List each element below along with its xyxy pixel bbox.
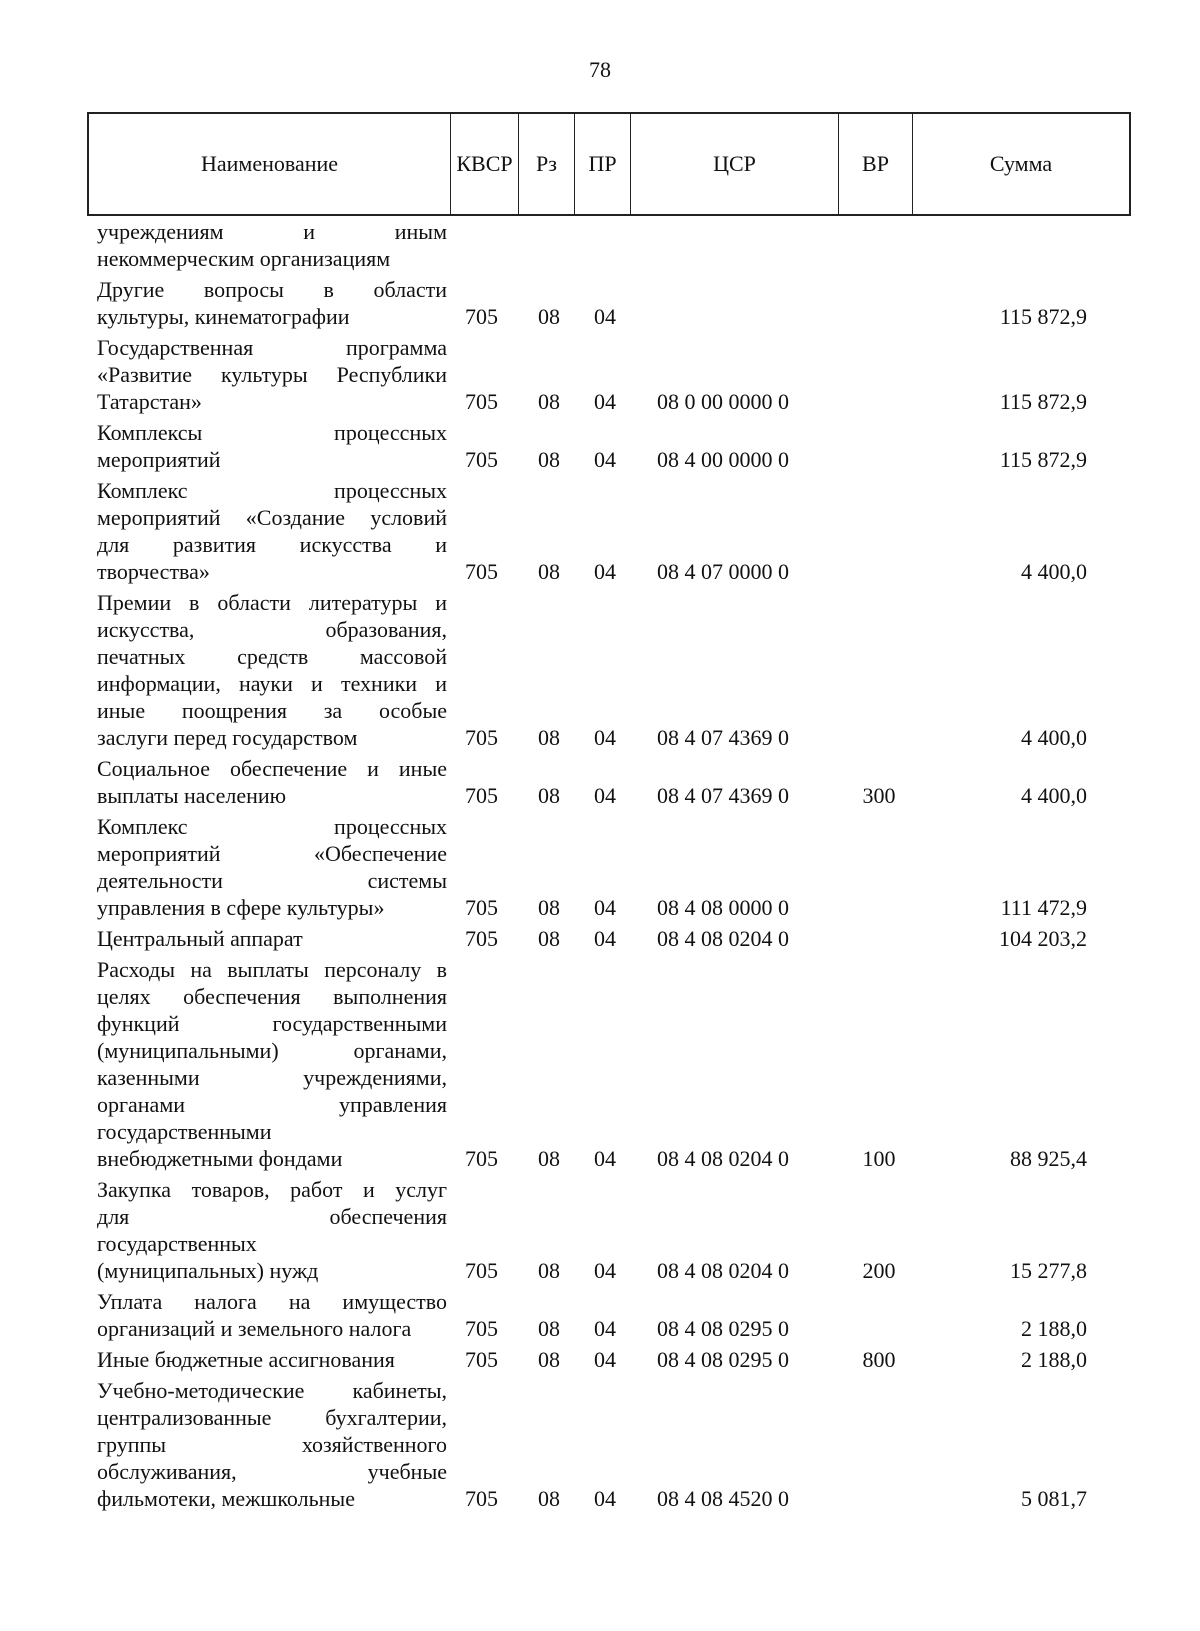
row-sum: 2 188,0: [1021, 1316, 1087, 1341]
row-csr: 08 4 07 4369 0: [657, 783, 789, 808]
row-name-line: «Развитие культуры Республики: [97, 362, 447, 387]
row-kvsr: 705: [465, 304, 498, 329]
row-name-line: Закупка товаров, работ и услуг: [97, 1177, 447, 1202]
row-sum: 4 400,0: [1021, 783, 1087, 808]
row-name-line: Центральный аппарат: [97, 926, 303, 951]
row-name: [97, 589, 447, 751]
row-rz: 08: [538, 559, 560, 584]
row-name: [97, 1288, 447, 1342]
row-rz: 08: [538, 725, 560, 750]
row-pr: 04: [594, 1146, 616, 1171]
row-name-line: Социальное обеспечение и иные: [97, 756, 447, 781]
row-name-line: культуры, кинематографии: [97, 304, 350, 329]
row-sum: 115 872,9: [999, 447, 1087, 472]
row-rz: 08: [538, 895, 560, 920]
row-csr: 08 4 08 0204 0: [657, 1146, 789, 1171]
row-name-line: некоммерческим организациям: [97, 246, 391, 271]
row-vr: 300: [862, 783, 896, 808]
row-name-line: мероприятий «Создание условий: [97, 505, 447, 530]
row-pr: 04: [594, 1316, 616, 1341]
header-kvsr: КВСР: [451, 114, 519, 214]
table-row: [87, 755, 1131, 809]
table-header-row: [87, 112, 1131, 216]
row-kvsr: 705: [465, 559, 498, 584]
row-kvsr: 705: [465, 389, 498, 414]
row-name-line: печатных средств массовой: [97, 644, 447, 669]
row-kvsr: 705: [465, 1347, 498, 1372]
table-row: [87, 956, 1131, 1172]
row-name-line: выплаты населению: [97, 783, 287, 808]
row-kvsr: 705: [465, 1258, 498, 1283]
table-row: [87, 1346, 1131, 1373]
row-sum: 4 400,0: [1021, 559, 1087, 584]
table-row: [87, 477, 1131, 585]
row-kvsr: 705: [465, 783, 498, 808]
row-pr: 04: [594, 725, 616, 750]
row-name-line: искусства, образования,: [97, 617, 447, 642]
row-name-line: (муниципальными) органами,: [97, 1038, 447, 1063]
row-rz: 08: [538, 447, 560, 472]
header-csr: ЦСР: [631, 114, 839, 214]
header-rz: Рз: [519, 114, 575, 214]
row-pr: 04: [594, 895, 616, 920]
row-name-line: целях обеспечения выполнения: [97, 984, 447, 1009]
budget-table: [87, 112, 1131, 1511]
row-name: [97, 334, 447, 415]
row-rz: 08: [538, 1316, 560, 1341]
header-pr: ПР: [575, 114, 631, 214]
row-kvsr: 705: [465, 926, 498, 951]
row-name-line: Другие вопросы в области: [97, 277, 447, 302]
row-pr: 04: [594, 447, 616, 472]
row-pr: 04: [594, 1347, 616, 1372]
row-name-line: для развития искусства и: [97, 532, 447, 557]
row-kvsr: 705: [465, 447, 498, 472]
row-name-line: Учебно-методические кабинеты,: [97, 1378, 447, 1403]
row-name-line: централизованные бухгалтерии,: [97, 1405, 447, 1430]
row-name-line: учреждениям и иным: [97, 219, 447, 244]
row-name-line: управления в сфере культуры»: [97, 895, 385, 920]
row-rz: 08: [538, 389, 560, 414]
row-name-line: внебюджетными фондами: [97, 1146, 343, 1171]
header-name: Наименование: [89, 114, 451, 214]
row-sum: 115 872,9: [999, 389, 1087, 414]
row-pr: 04: [594, 926, 616, 951]
row-pr: 04: [594, 304, 616, 329]
row-name-line: мероприятий «Обеспечение: [97, 841, 447, 866]
row-name-line: творчества»: [97, 559, 210, 584]
row-csr: 08 4 00 0000 0: [657, 447, 789, 472]
row-csr: 08 0 00 0000 0: [657, 389, 789, 414]
row-name-line: заслуги перед государством: [97, 725, 358, 750]
row-name: [97, 1377, 447, 1512]
row-rz: 08: [538, 783, 560, 808]
row-name-line: Комплексы процессных: [97, 420, 447, 445]
row-name-line: организаций и земельного налога: [97, 1316, 412, 1341]
row-sum: 111 472,9: [1000, 895, 1087, 920]
row-rz: 08: [538, 1347, 560, 1372]
row-name-line: Расходы на выплаты персоналу в: [97, 957, 447, 982]
row-pr: 04: [594, 1486, 616, 1511]
row-name-line: государственными: [97, 1119, 272, 1144]
header-vr: ВР: [839, 114, 913, 214]
row-csr: 08 4 08 4520 0: [657, 1486, 789, 1511]
row-name-line: обслуживания, учебные: [97, 1459, 447, 1484]
row-name: [97, 1176, 447, 1284]
row-name: [97, 925, 447, 952]
row-name-line: Иные бюджетные ассигнования: [97, 1347, 395, 1372]
row-sum: 2 188,0: [1021, 1347, 1087, 1372]
table-row: [87, 925, 1131, 952]
row-pr: 04: [594, 783, 616, 808]
row-name: [97, 813, 447, 921]
row-name: [97, 477, 447, 585]
row-csr: 08 4 08 0295 0: [657, 1316, 789, 1341]
row-name-line: мероприятий: [97, 447, 221, 472]
row-sum: 4 400,0: [1021, 725, 1087, 750]
row-name-line: функций государственными: [97, 1011, 447, 1036]
table-row: [87, 218, 1131, 272]
row-name-line: государственных: [97, 1231, 257, 1256]
table-row: [87, 419, 1131, 473]
row-kvsr: 705: [465, 1316, 498, 1341]
row-sum: 15 277,8: [1010, 1258, 1087, 1283]
row-name-line: фильмотеки, межшкольные: [97, 1486, 355, 1511]
row-vr: 100: [862, 1146, 896, 1171]
row-sum: 88 925,4: [1010, 1146, 1087, 1171]
row-rz: 08: [538, 1486, 560, 1511]
row-name-line: Комплекс процессных: [97, 814, 447, 839]
row-sum: 104 203,2: [999, 926, 1087, 951]
row-kvsr: 705: [465, 895, 498, 920]
row-name-line: органами управления: [97, 1092, 447, 1117]
row-name-line: иные поощрения за особые: [97, 698, 447, 723]
row-name-line: группы хозяйственного: [97, 1432, 447, 1457]
row-rz: 08: [538, 304, 560, 329]
row-pr: 04: [594, 389, 616, 414]
row-csr: 08 4 08 0000 0: [657, 895, 789, 920]
row-name: [97, 218, 447, 272]
table-row: [87, 276, 1131, 330]
row-name-line: Татарстан»: [97, 389, 202, 414]
row-name: [97, 1346, 447, 1373]
table-row: [87, 1176, 1131, 1284]
table-row: [87, 813, 1131, 921]
row-rz: 08: [538, 926, 560, 951]
row-kvsr: 705: [465, 1486, 498, 1511]
row-name-line: Комплекс процессных: [97, 478, 447, 503]
row-name: [97, 276, 447, 330]
row-pr: 04: [594, 1258, 616, 1283]
row-name-line: (муниципальных) нужд: [97, 1258, 319, 1283]
row-name: [97, 956, 447, 1172]
row-name-line: Премии в области литературы и: [97, 590, 447, 615]
row-rz: 08: [538, 1258, 560, 1283]
header-sum: Сумма: [989, 151, 1053, 176]
table-row: [87, 334, 1131, 415]
row-name-line: Государственная программа: [97, 335, 447, 360]
row-rz: 08: [538, 1146, 560, 1171]
row-sum: 5 081,7: [1021, 1486, 1087, 1511]
row-vr: 200: [862, 1258, 896, 1283]
row-csr: 08 4 08 0204 0: [657, 1258, 789, 1283]
row-csr: 08 4 08 0295 0: [657, 1347, 789, 1372]
row-sum: 115 872,9: [999, 304, 1087, 329]
row-csr: 08 4 07 0000 0: [657, 559, 789, 584]
row-name: [97, 419, 447, 473]
row-name-line: деятельности системы: [97, 868, 447, 893]
row-name-line: для обеспечения: [97, 1204, 447, 1229]
row-vr: 800: [862, 1347, 896, 1372]
row-name-line: казенными учреждениями,: [97, 1065, 447, 1090]
row-kvsr: 705: [465, 1146, 498, 1171]
row-pr: 04: [594, 559, 616, 584]
row-name-line: информации, науки и техники и: [97, 671, 447, 696]
table-row: [87, 1288, 1131, 1342]
table-row: [87, 589, 1131, 751]
table-row: [87, 1377, 1131, 1512]
row-csr: 08 4 08 0204 0: [657, 926, 789, 951]
page-number: 78: [589, 57, 611, 82]
row-kvsr: 705: [465, 725, 498, 750]
row-name-line: Уплата налога на имущество: [97, 1289, 447, 1314]
row-csr: 08 4 07 4369 0: [657, 725, 789, 750]
row-name: [97, 755, 447, 809]
